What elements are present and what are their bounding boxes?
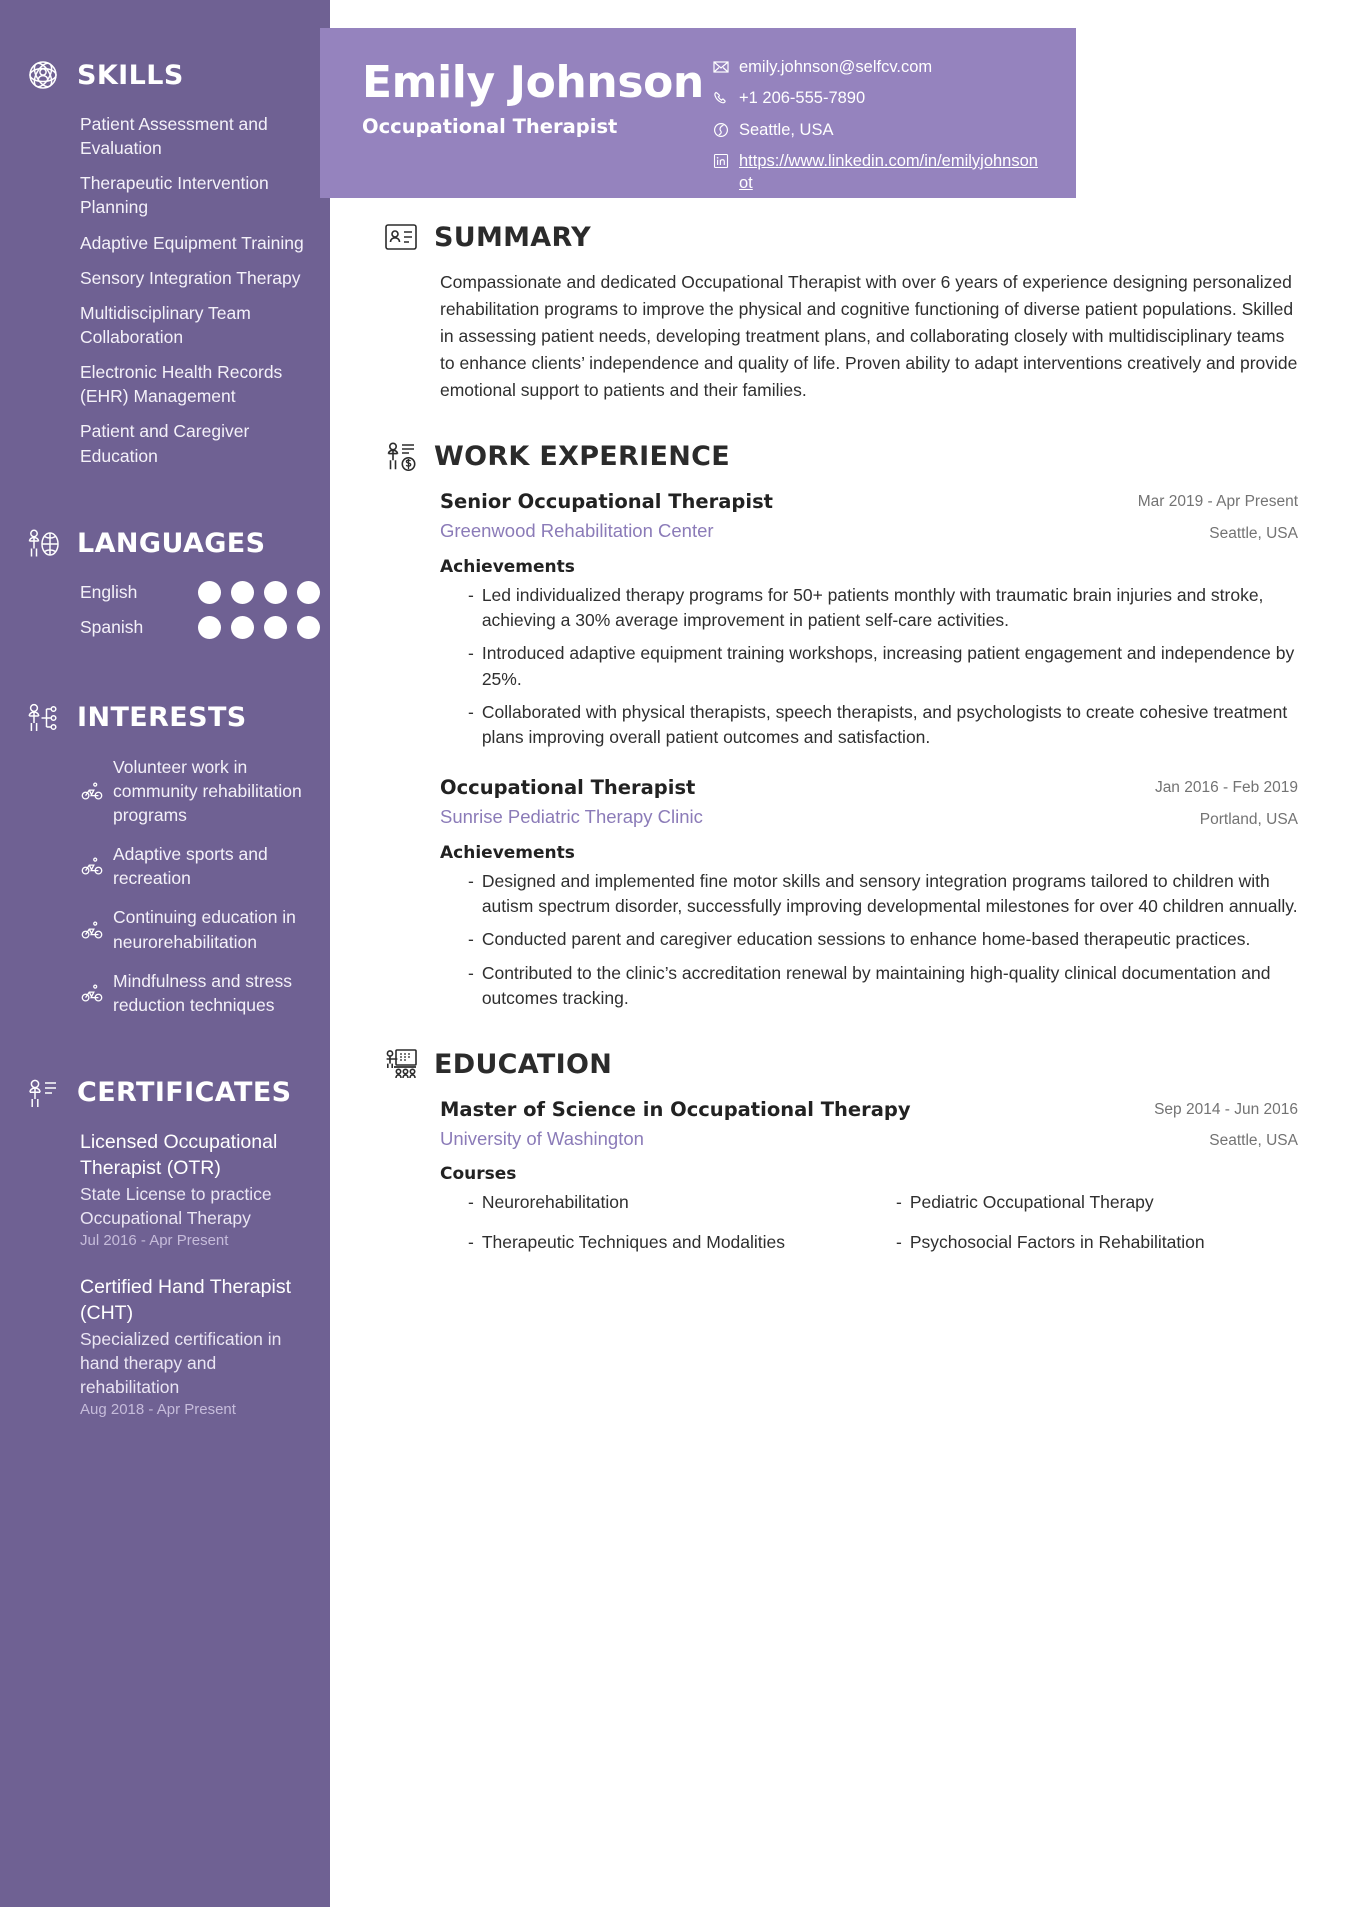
course-item xyxy=(468,1190,870,1215)
level-dot xyxy=(231,581,254,604)
work-entry-meta xyxy=(1155,775,1298,831)
education-dates: Sep 2014 - Jun 2016 xyxy=(1154,1100,1298,1118)
certificate-item xyxy=(80,1275,302,1418)
level-dot xyxy=(231,616,254,639)
education-header xyxy=(382,1046,1298,1084)
level-dot xyxy=(297,616,320,639)
certificates-header xyxy=(22,1072,308,1114)
interest-label: Adaptive sports and recreation xyxy=(113,844,268,889)
sidebar-section-skills xyxy=(0,0,330,468)
bullet-dash: - xyxy=(468,702,474,723)
sidebar-section-certificates xyxy=(0,1032,330,1418)
course-item xyxy=(896,1190,1298,1215)
summary-title: SUMMARY xyxy=(434,221,591,253)
education-body xyxy=(382,1097,1298,1256)
achievement-item xyxy=(468,641,1298,692)
skills-list xyxy=(22,112,308,468)
interest-item xyxy=(80,842,304,890)
bullet-dash: - xyxy=(468,870,474,891)
courses-list xyxy=(440,1190,1298,1255)
languages-header xyxy=(22,523,308,565)
email-icon xyxy=(712,56,729,76)
work-achievements-list xyxy=(440,583,1298,751)
summary-text: Compassionate and dedicated Occupational Therapist with over 6 years of experience designing personalized rehabilitation programs to improve the physical and cognitive functioning of diverse patient populations. Skilled in assessing patient needs, developing treatment plans, and collaborating closely with multidisciplinary teams to enhance clients’ independence and quality of life. Proven ability to adapt interventions creatively and provide emotional support to patients and their families. xyxy=(440,272,1298,400)
languages-title: LANGUAGES xyxy=(77,528,266,560)
language-globe-icon xyxy=(22,523,64,565)
certificates-list xyxy=(22,1130,308,1418)
language-name: English xyxy=(80,581,138,602)
contact-email-text: emily.johnson@selfcv.com xyxy=(739,58,933,76)
achievement-text: Collaborated with physical therapists, speech therapists, and psychologists to create cohesive treatment plans improving overall patient outcomes and satisfaction. xyxy=(481,702,1288,748)
bullet-dash: - xyxy=(468,962,474,983)
bicycle-icon xyxy=(80,919,104,941)
certificate-person-icon xyxy=(22,1072,64,1114)
skill-item: Patient Assessment and Evaluation xyxy=(80,114,268,159)
work-entry-header xyxy=(440,489,1298,545)
sidebar-section-languages xyxy=(0,479,330,639)
achievement-item xyxy=(468,700,1298,751)
certificate-item xyxy=(80,1130,302,1249)
work-organization: Sunrise Pediatric Therapy Clinic xyxy=(440,806,703,828)
certificate-date: Jul 2016 - Apr Present xyxy=(80,1232,229,1250)
education-degree: Master of Science in Occupational Therapy xyxy=(440,1097,911,1121)
contact-linkedin[interactable] xyxy=(712,150,1046,195)
contact-phone[interactable] xyxy=(712,87,1046,109)
interest-item xyxy=(80,905,304,953)
work-entry xyxy=(440,489,1298,751)
course-text: Neurorehabilitation xyxy=(481,1192,629,1213)
header-banner xyxy=(320,28,1076,198)
bicycle-icon xyxy=(80,780,104,802)
work-job-title: Senior Occupational Therapist xyxy=(440,489,774,513)
certificates-title: CERTIFICATES xyxy=(77,1077,292,1109)
level-dot xyxy=(264,616,287,639)
work-entry-meta xyxy=(1138,489,1298,545)
contact-list xyxy=(712,54,1076,198)
course-item xyxy=(468,1230,870,1255)
work-person-money-icon xyxy=(382,438,420,476)
contact-linkedin-text[interactable]: https://www.linkedin.com/in/emilyjohnsonot xyxy=(739,151,1038,193)
interests-header xyxy=(22,697,308,739)
work-entry-header xyxy=(440,775,1298,831)
course-text: Pediatric Occupational Therapy xyxy=(909,1192,1154,1213)
work-location: Seattle, USA xyxy=(1209,524,1298,542)
language-row xyxy=(80,581,304,604)
location-icon xyxy=(712,119,729,139)
summary-card-icon xyxy=(382,218,420,256)
education-location: Seattle, USA xyxy=(1209,1132,1298,1150)
contact-email[interactable] xyxy=(712,56,1046,78)
achievement-text: Introduced adaptive equipment training workshops, increasing patient engagement and independence by 25%. xyxy=(481,643,1295,689)
bullet-dash: - xyxy=(468,929,474,950)
bullet-dash: - xyxy=(468,584,474,605)
skill-item: Multidisciplinary Team Collaboration xyxy=(80,302,251,347)
skill-item: Patient and Caregiver Education xyxy=(80,421,250,466)
certificate-title: Licensed Occupational Therapist (OTR) xyxy=(80,1130,278,1179)
certificate-date: Aug 2018 - Apr Present xyxy=(80,1401,236,1419)
achievements-label: Achievements xyxy=(440,842,575,863)
work-job-title: Occupational Therapist xyxy=(440,775,696,799)
certificate-title: Certified Hand Therapist (CHT) xyxy=(80,1276,291,1324)
courses-label: Courses xyxy=(440,1164,517,1185)
education-entry-meta xyxy=(1154,1097,1298,1153)
education-title: EDUCATION xyxy=(434,1049,613,1080)
job-role-subtitle: Occupational Therapist xyxy=(362,115,618,139)
work-achievements-list xyxy=(440,869,1298,1012)
education-entry-header xyxy=(440,1097,1298,1153)
skill-item: Therapeutic Intervention Planning xyxy=(80,173,269,218)
work-entry-identity xyxy=(440,489,1138,543)
language-name: Spanish xyxy=(80,616,144,637)
interest-item xyxy=(80,969,304,1017)
sidebar-section-interests xyxy=(0,651,330,1017)
skill-item: Sensory Integration Therapy xyxy=(80,267,301,288)
level-dot xyxy=(264,581,287,604)
bullet-dash: - xyxy=(896,1192,902,1213)
work-entry-identity xyxy=(440,775,1155,829)
contact-phone-text: +1 206-555-7890 xyxy=(739,89,866,108)
education-board-icon xyxy=(382,1046,420,1084)
sidebar xyxy=(0,0,330,1907)
bullet-dash: - xyxy=(468,1192,474,1213)
work-experience-title: WORK EXPERIENCE xyxy=(434,441,730,473)
interest-label: Volunteer work in community rehabilitation programs xyxy=(113,756,302,825)
header-identity xyxy=(362,54,712,198)
section-work-experience xyxy=(382,438,1298,1012)
section-summary xyxy=(382,218,1298,404)
page-title: Emily Johnson xyxy=(362,57,704,108)
achievement-text: Designed and implemented fine motor skills and sensory integration programs tailored to children with autism spectrum disorder, successfully improving developmental milestones for over 40 children annually. xyxy=(481,870,1298,916)
contact-location-text: Seattle, USA xyxy=(739,120,834,139)
interests-title: INTERESTS xyxy=(77,702,247,734)
work-location: Portland, USA xyxy=(1199,810,1298,828)
certificate-description: State License to practice Occupational Therapy xyxy=(80,1183,272,1228)
education-entry-identity xyxy=(440,1097,1154,1151)
skills-header xyxy=(22,54,308,96)
achievement-item xyxy=(468,869,1298,920)
interest-item xyxy=(80,755,304,827)
level-dot xyxy=(198,581,221,604)
education-entry xyxy=(440,1097,1298,1256)
interests-person-icon xyxy=(22,697,64,739)
skill-item: Adaptive Equipment Training xyxy=(80,232,304,253)
work-dates: Jan 2016 - Feb 2019 xyxy=(1154,778,1298,796)
bullet-dash: - xyxy=(468,643,474,664)
course-text: Therapeutic Techniques and Modalities xyxy=(481,1231,786,1252)
achievements-label: Achievements xyxy=(440,556,575,577)
bullet-dash: - xyxy=(896,1231,902,1252)
skills-title: SKILLS xyxy=(77,59,184,91)
bicycle-icon xyxy=(80,982,104,1004)
phone-icon xyxy=(712,87,729,107)
achievement-text: Contributed to the clinic’s accreditation renewal by maintaining high-quality clinical documentation and outcomes tracking. xyxy=(481,962,1271,1009)
languages-list xyxy=(22,581,308,639)
level-dot xyxy=(198,616,221,639)
work-entry xyxy=(440,775,1298,1012)
work-experience-header xyxy=(382,438,1298,476)
work-dates: Mar 2019 - Apr Present xyxy=(1137,492,1298,510)
summary-body xyxy=(382,269,1298,404)
interest-label: Continuing education in neurorehabilitation xyxy=(113,907,296,952)
achievement-item xyxy=(468,583,1298,634)
achievement-item xyxy=(468,961,1298,1012)
achievement-item xyxy=(468,927,1298,952)
achievement-text: Conducted parent and caregiver education sessions to enhance home-based therapeutic practices. xyxy=(481,929,1251,950)
course-item xyxy=(896,1230,1298,1255)
linkedin-icon xyxy=(712,150,729,170)
interests-list xyxy=(22,755,308,1017)
course-text: Psychosocial Factors in Rehabilitation xyxy=(909,1231,1205,1252)
skills-network-icon xyxy=(22,54,64,96)
language-row xyxy=(80,616,304,639)
achievement-text: Led individualized therapy programs for 50+ patients monthly with traumatic brain injuries and stroke, achieving a 30% average improvement in patient self-care activities. xyxy=(481,584,1264,630)
summary-header xyxy=(382,218,1298,256)
bicycle-icon xyxy=(80,855,104,877)
work-organization: Greenwood Rehabilitation Center xyxy=(440,520,714,542)
work-experience-body xyxy=(382,489,1298,1012)
interest-label: Mindfulness and stress reduction techniques xyxy=(113,970,292,1015)
education-institution: University of Washington xyxy=(440,1127,644,1149)
certificate-description: Specialized certification in hand therapy and rehabilitation xyxy=(80,1328,282,1398)
bullet-dash: - xyxy=(468,1231,474,1252)
contact-location[interactable] xyxy=(712,119,1046,141)
section-education xyxy=(382,1046,1298,1256)
skill-item: Electronic Health Records (EHR) Management xyxy=(80,362,283,407)
level-dot xyxy=(297,581,320,604)
